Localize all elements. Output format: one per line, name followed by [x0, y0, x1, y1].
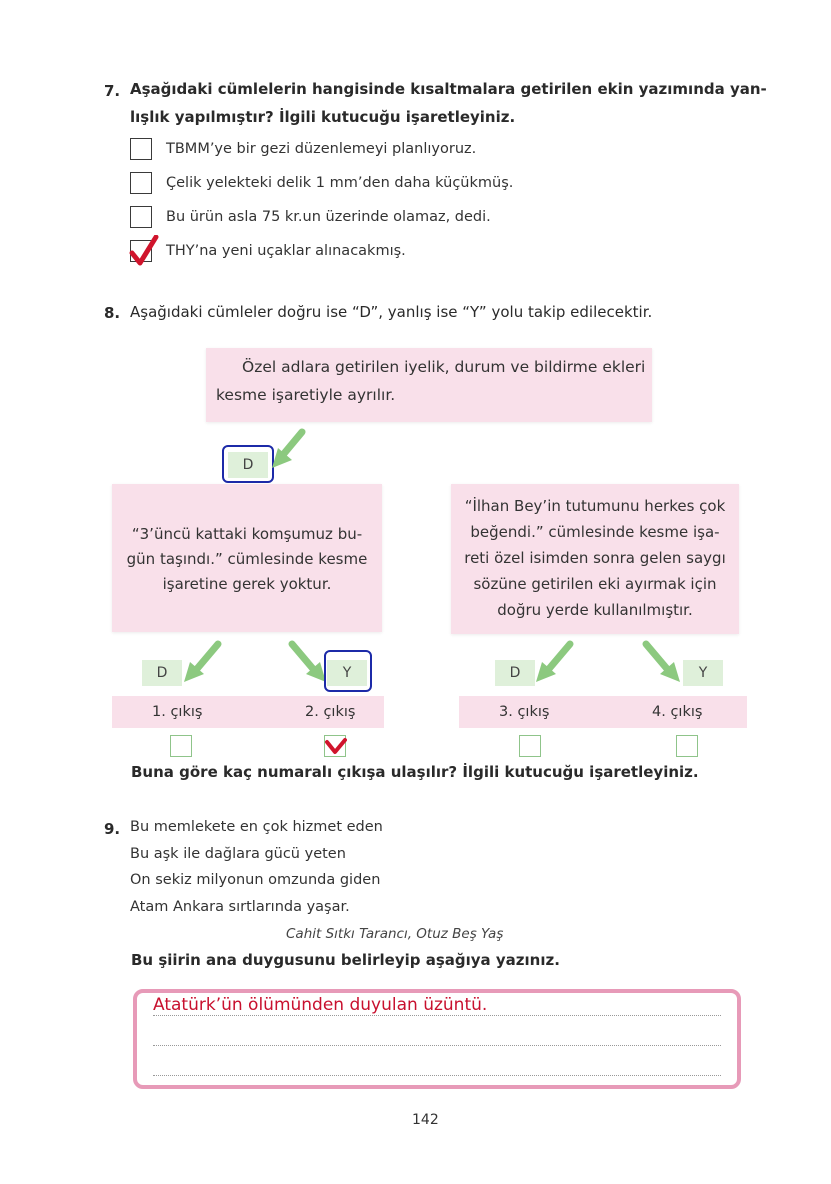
- q7-option-4[interactable]: [130, 238, 406, 264]
- green-arrow-icon: [268, 428, 308, 472]
- q8-question: Buna göre kaç numaralı çıkışa ulaşılır? İlgili kutucuğu işaretleyiniz.: [131, 763, 699, 781]
- q7-option-3-text: Bu ürün asla 75 kr.un üzerinde olamaz, dedi.: [166, 209, 491, 225]
- q8-top-card-line2: kesme işaretiyle ayrılır.: [216, 386, 396, 404]
- q7-option-3-checkbox[interactable]: [130, 206, 152, 228]
- q7-option-2-checkbox[interactable]: [130, 172, 152, 194]
- blue-highlight-box: [222, 445, 274, 483]
- q8-right-card-line2: beğendi.” cümlesinde kesme işa-: [470, 523, 720, 541]
- green-arrow-icon: [640, 640, 684, 686]
- q9-poem-line3: On sekiz milyonun omzunda giden: [130, 872, 381, 888]
- q9-answer-box[interactable]: [133, 989, 741, 1089]
- q8-letter-3: D: [495, 660, 535, 686]
- green-arrow-icon: [180, 640, 224, 686]
- q8-right-card: [451, 484, 739, 634]
- q8-top-card: [206, 348, 652, 422]
- q9-attribution: Cahit Sıtkı Tarancı, Otuz Beş Yaş: [286, 926, 504, 942]
- q8-letter-1: D: [142, 660, 182, 686]
- q9-poem-line1: Bu memlekete en çok hizmet eden: [130, 819, 383, 835]
- q8-exit-3-checkbox[interactable]: [519, 735, 541, 757]
- answer-dotted-line: [153, 1015, 721, 1016]
- answer-dotted-line: [153, 1045, 721, 1046]
- q7-option-1-checkbox[interactable]: [130, 138, 152, 160]
- red-check-icon: [325, 736, 347, 758]
- q8-top-card-line1: Özel adlara getirilen iyelik, durum ve bildirme ekleri: [242, 358, 646, 376]
- q8-number: 8.: [104, 304, 121, 322]
- q7-prompt-line2: lışlık yapılmıştır? İlgili kutucuğu işaretleyiniz.: [130, 108, 516, 126]
- q8-top-letter: D: [228, 452, 268, 478]
- q7-option-2[interactable]: [130, 170, 513, 196]
- q8-exit-4: 4. çıkış: [652, 704, 703, 720]
- q8-exit-2-checkbox[interactable]: [324, 735, 346, 757]
- q9-poem-line2: Bu aşk ile dağlara gücü yeten: [130, 846, 346, 862]
- q8-exit-4-checkbox[interactable]: [676, 735, 698, 757]
- q8-exit-1-checkbox[interactable]: [170, 735, 192, 757]
- blue-highlight-box: [324, 650, 372, 692]
- q9-answer-text: Atatürk’ün ölümünden duyulan üzüntü.: [153, 995, 488, 1015]
- q7-prompt-line1: Aşağıdaki cümlelerin hangisinde kısaltmalara getirilen ekin yazımında yan-: [130, 80, 767, 98]
- green-arrow-icon: [532, 640, 576, 686]
- q8-exit-2: 2. çıkış: [305, 704, 356, 720]
- q8-prompt: Aşağıdaki cümleler doğru ise “D”, yanlış ise “Y” yolu takip edilecektir.: [130, 303, 653, 321]
- q7-option-2-text: Çelik yelekteki delik 1 mm’den daha küçükmüş.: [166, 175, 514, 191]
- q8-right-card-line1: “İlhan Bey’in tutumunu herkes çok: [464, 497, 726, 515]
- q9-poem-line4: Atam Ankara sırtlarında yaşar.: [130, 899, 350, 915]
- q7-number: 7.: [104, 82, 121, 100]
- answer-dotted-line: [153, 1075, 721, 1076]
- q8-left-card-line1: “3’üncü kattaki komşumuz bu-: [131, 525, 363, 543]
- q8-letter-4: Y: [683, 660, 723, 686]
- q8-left-card-line3: işaretine gerek yoktur.: [162, 575, 332, 593]
- q8-letter-2: Y: [327, 660, 367, 686]
- q8-right-card-line3: reti özel isimden sonra gelen saygı: [464, 549, 726, 567]
- page-number: 142: [412, 1112, 439, 1128]
- q7-option-3[interactable]: [130, 204, 491, 230]
- q7-option-1[interactable]: [130, 136, 476, 162]
- q8-exit-1: 1. çıkış: [152, 704, 203, 720]
- q9-number: 9.: [104, 820, 121, 838]
- q8-right-card-line5: doğru yerde kullanılmıştır.: [497, 601, 693, 619]
- q9-question: Bu şiirin ana duygusunu belirleyip aşağıya yazınız.: [131, 951, 560, 969]
- q8-exit-3: 3. çıkış: [499, 704, 550, 720]
- q8-left-card: [112, 484, 382, 632]
- q7-option-4-text: THY’na yeni uçaklar alınacakmış.: [166, 243, 406, 259]
- q7-option-1-text: TBMM’ye bir gezi düzenlemeyi planlıyoruz.: [166, 141, 477, 157]
- q7-option-4-checkbox[interactable]: [130, 240, 152, 262]
- q8-right-card-line4: sözüne getirilen eki ayırmak için: [473, 575, 717, 593]
- q8-left-card-line2: gün taşındı.” cümlesinde kesme: [126, 550, 368, 568]
- red-check-icon: [129, 235, 159, 267]
